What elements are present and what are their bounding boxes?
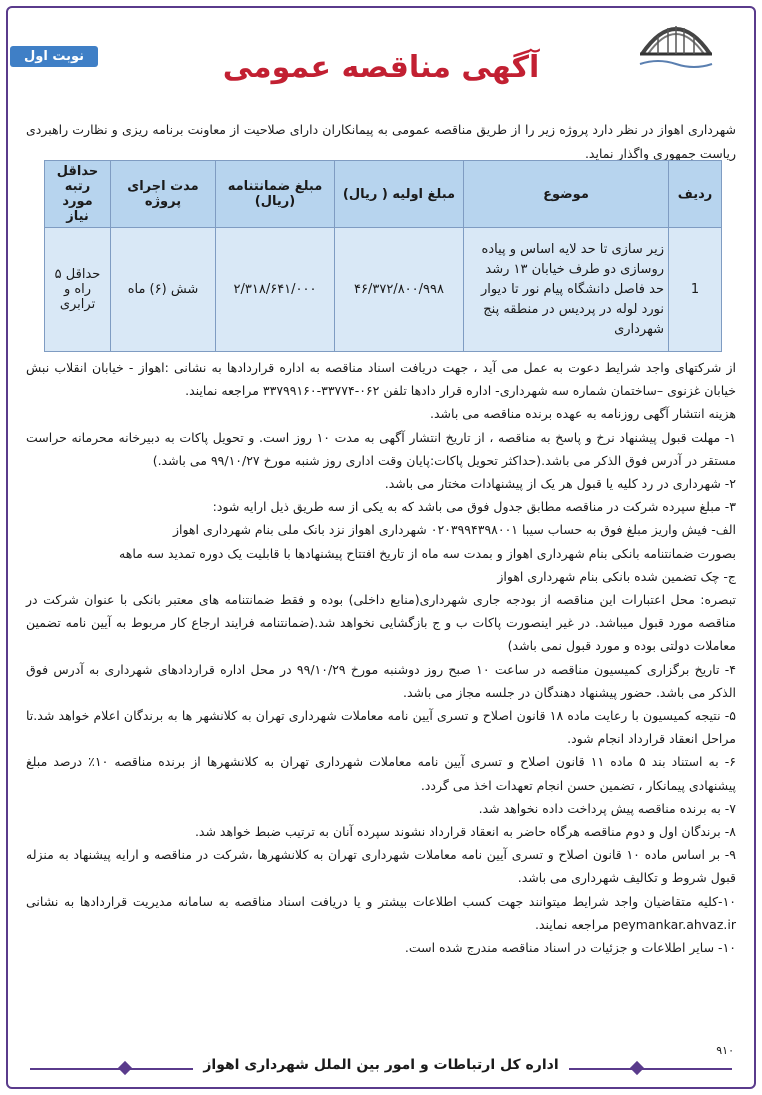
paragraph-item-2: ۲- شهرداری در رد کلیه یا قبول هر یک از پیشنهادات مختار می باشد. [384,476,736,492]
tender-table [44,160,722,352]
round-badge: نوبت اول [10,46,98,67]
footer-text: اداره کل ارتباطات و امور بین الملل شهرداری اهواز [193,1057,568,1073]
cell-min-grade: حداقل ۵ راه و ترابری [45,228,111,352]
paragraph-item-1: ۱- مهلت قبول پیشنهاد نرخ و پاسخ به مناقصه ، از تاریخ انتشار آگهی به مدت ۱۰ روز است. و تحویل پاکات به دبیرخانه محرمانه حراست مستقر در آدرس فوق الذکر می باشد.(حداکثر تحویل پاکات:پایان وقت اداری روز شنبه مورخ ۹۹/۱۰/۲۷ می باشد.) [26,429,736,468]
footer-text-wrap [30,1057,732,1073]
header-row-number: ردیف [669,161,722,228]
intro-text: شهرداری اهواز در نظر دارد پروژه زیر را از طریق مناقصه عمومی به پیمانکاران دارای صلاحیت از معاونت برنامه ریزی و نظارت راهبردی ریاست جمهوری واگذار نماید. [26,122,736,161]
paragraph-item-3c: ج- چک تضمین شده بانکی بنام شهرداری اهواز [497,568,736,584]
page-number: ۹۱۰ [716,1044,734,1057]
paragraph-item-8: ۸- برندگان اول و دوم مناقصه هرگاه حاضر به انعقاد قرارداد نشوند سپرده آنان به ترتیب ضبط خواهد شد. [194,824,736,840]
paragraph-note: تبصره: محل اعتبارات این مناقصه از بودجه جاری شهرداری(منابع داخلی) بوده و فقط ضمانتنامه های معتبر بانکی با عنوان شرکت در مناقصه مورد قبول میباشد. در غیر اینصورت پاکات ب و ج بازگشایی نخواهد شد.(ضمانتنامه فرایند ارجاع کار مربوط به آیین نامه تضمین معاملات دولتی بوده و مورد قبول نمی باشد) [26,592,736,654]
cell-duration: شش (۶) ماه [111,228,216,352]
paragraph-item-3a: الف- فیش واریز مبلغ فوق به حساب سیبا ۰۲۰۳۹۹۴۳۹۸۰۰۱ شهرداری اهواز نزد بانک ملی بنام شهرداری اهواز [172,522,736,538]
paragraph-item-4: ۴- تاریخ برگزاری کمیسیون مناقصه در ساعت ۱۰ صبح روز دوشنبه مورخ ۹۹/۱۰/۲۹ در محل اداره قراردادهای شهرداری به آدرس فوق الذکر می باشد. حضور پیشنهاد دهندگان در جلسه مجاز می باشد. [26,661,736,700]
paragraph-item-7: ۷- به برنده مناقصه پیش پرداخت داده نخواهد شد. [478,800,736,816]
paragraph-item-3b: بصورت ضمانتنامه بانکی بنام شهرداری اهواز و بمدت سه ماه از تاریخ افتتاح پیشنهادها با قابلیت یک دوره تمدید سه ماهه [119,545,736,561]
cell-initial-amount: ۴۶/۳۷۲/۸۰۰/۹۹۸ [335,228,464,352]
paragraph-item-3: ۳- مبلغ سپرده شرکت در مناقصه مطابق جدول فوق می باشد که به یکی از سه طریق ذیل ارایه شود: [212,499,736,515]
paragraph-invitation: از شرکتهای واجد شرایط دعوت به عمل می آید ، جهت دریافت اسناد مناقصه به اداره قراردادها به نشانی :اهواز - خیابان انقلاب نبش خیابان غزنوی –ساختمان شماره سه شهرداری- اداره قرار دادها تلفن ۰۶۲-۳۳۷۷۴-۳۳۷۹۹۱۶۰ مراجعه نمایند. [26,360,736,399]
header-guarantee-amount: مبلغ ضمانتنامه (ریال) [216,161,335,228]
page-title: آگهی مناقصه عمومی [222,50,540,85]
paragraph-ad-cost: هزینه انتشار آگهی روزنامه به عهده برنده مناقصه می باشد. [430,406,736,422]
footer [30,1055,732,1085]
cell-row-number: 1 [669,228,722,352]
paragraph-item-6: ۶- به استناد بند ۵ ماده ۱۱ قانون اصلاح و تسری آیین نامه معاملات شهرداری تهران به کلانشهرها از برنده مناقصه ۱۰٪ درصد مبلغ پیشنهادی پیمانکار ، تضمین حسن انجام تعهدات اخذ می گردد. [26,754,737,793]
cell-subject: زیر سازی تا حد لایه اساس و پیاده روسازی دو طرف خیابان ۱۳ رشد حد فاصل دانشگاه پیام نور تا دیوار نورد لوله در پردیس در منطقه پنج شهرداری [464,228,669,352]
header-subject: موضوع [464,161,669,228]
cell-guarantee-amount: ۲/۳۱۸/۶۴۱/۰۰۰ [216,228,335,352]
paragraph-item-5: ۵- نتیجه کمیسیون با رعایت ماده ۱۸ قانون اصلاح و تسری آیین نامه معاملات شهرداری تهران به کلانشهر ها به برندگان اعلام خواهد شد.تا مراحل انعقاد قرارداد انجام شود. [26,708,736,747]
paragraph-item-10: ۱۰-کلیه متقاضیان واجد شرایط میتوانند جهت کسب اطلاعات بیشتر و یا دریافت اسناد مناقصه به سامانه مدیریت قراردادها به نشانی peymankar.ahvaz.ir مراجعه نمایند. [26,893,736,932]
header-min-grade: حداقل رتبه مورد نیاز [45,161,111,228]
header-duration: مدت اجرای پروژه [111,161,216,228]
table-header-row [45,161,722,228]
header-initial-amount: مبلغ اولیه ( ریال) [335,161,464,228]
table-row [45,228,722,352]
paragraph-item-10b: ۱۰- سایر اطلاعات و جزئیات در اسناد مناقصه مندرج شده است. [404,940,736,956]
paragraph-item-9: ۹- بر اساس ماده ۱۰ قانون اصلاح و تسری آیین نامه معاملات شهرداری تهران به کلانشهرها ،شرکت در مناقصه و ارایه پیشنهاد به منزله قبول شروط و تکالیف شهرداری می باشد. [26,847,737,886]
ad-body [26,356,736,959]
